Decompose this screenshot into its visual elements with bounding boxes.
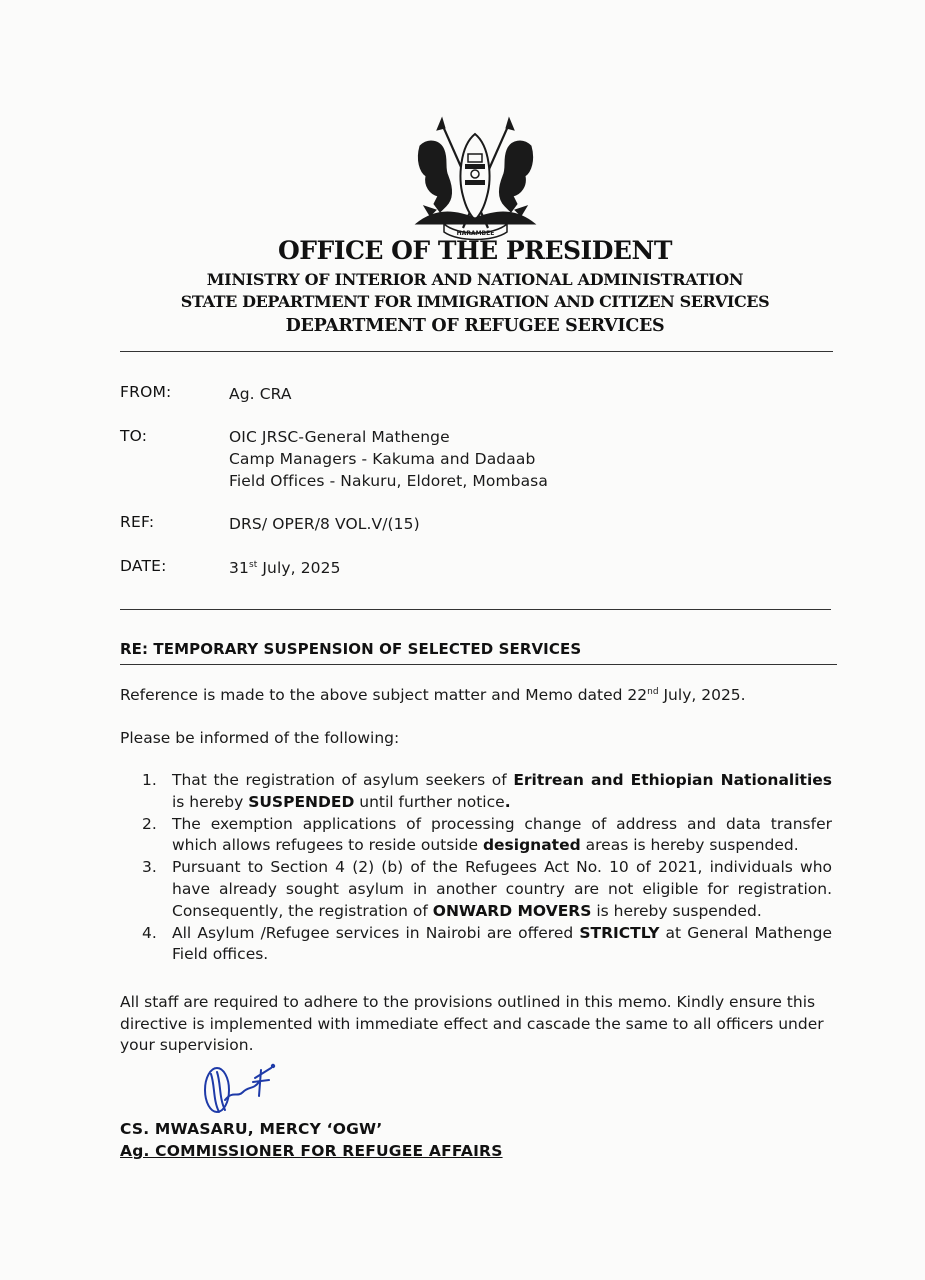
informed-paragraph: Please be informed of the following: <box>120 729 400 747</box>
state-department-title: STATE DEPARTMENT FOR IMMIGRATION AND CITIZEN SERVICES <box>180 292 770 311</box>
signature-image <box>197 1060 287 1120</box>
from-value: Ag. CRA <box>229 385 292 403</box>
to-line: Field Offices - Nakuru, Eldoret, Mombasa <box>229 472 548 490</box>
from-label: FROM: <box>120 383 172 401</box>
closing-paragraph: All staff are required to adhere to the provisions outlined in this memo. Kindly ensure this directive is implemented with immediate effect and cascade the same to all officers under your supervision. <box>120 993 824 1054</box>
subject-underline <box>120 664 837 665</box>
date-value: 31st July, 2025 <box>229 559 341 577</box>
signatory-name: CS. MWASARU, MERCY ‘OGW’ <box>120 1120 383 1138</box>
to-line: Camp Managers - Kakuma and Dadaab <box>229 450 536 468</box>
meta-divider <box>120 609 831 610</box>
to-label: TO: <box>120 427 148 445</box>
reference-paragraph: Reference is made to the above subject matter and Memo dated 22nd July, 2025. <box>120 686 746 704</box>
to-line: OIC JRSC-General Mathenge <box>229 428 450 446</box>
ref-label: REF: <box>120 513 155 531</box>
header-divider <box>120 351 833 352</box>
date-label: DATE: <box>120 557 167 575</box>
directive-item: 4. All Asylum /Refugee services in Nairobi are offered STRICTLY at General Mathenge Field offices. <box>142 923 832 964</box>
emblem-motto: HARAMBEE <box>456 230 495 237</box>
signatory-title: Ag. COMMISSIONER FOR REFUGEE AFFAIRS <box>120 1142 503 1160</box>
directive-item: 3. Pursuant to Section 4 (2) (b) of the Refugees Act No. 10 of 2021, individuals who have already sought asylum in another country are not eligible for registration. Consequently, the registration of ONWARD MOVERS is hereby suspended. <box>142 858 832 920</box>
to-recipients <box>229 426 548 492</box>
ministry-title: MINISTRY OF INTERIOR AND NATIONAL ADMINISTRATION <box>206 270 744 289</box>
department-title: DEPARTMENT OF REFUGEE SERVICES <box>285 316 665 336</box>
office-title: OFFICE OF THE PRESIDENT <box>278 236 672 265</box>
coat-of-arms-emblem <box>408 116 543 241</box>
directive-item: 2. The exemption applications of processing change of address and data transfer which allows refugees to reside outside designated areas is hereby suspended. <box>142 814 832 855</box>
directive-item: 1. That the registration of asylum seekers of Eritrean and Ethiopian Nationalities is hereby SUSPENDED until further notice. <box>142 771 832 811</box>
subject-line: RE: TEMPORARY SUSPENSION OF SELECTED SERVICES <box>120 640 582 658</box>
directive-list <box>142 770 832 966</box>
ref-value: DRS/ OPER/8 VOL.V/(15) <box>229 515 420 533</box>
